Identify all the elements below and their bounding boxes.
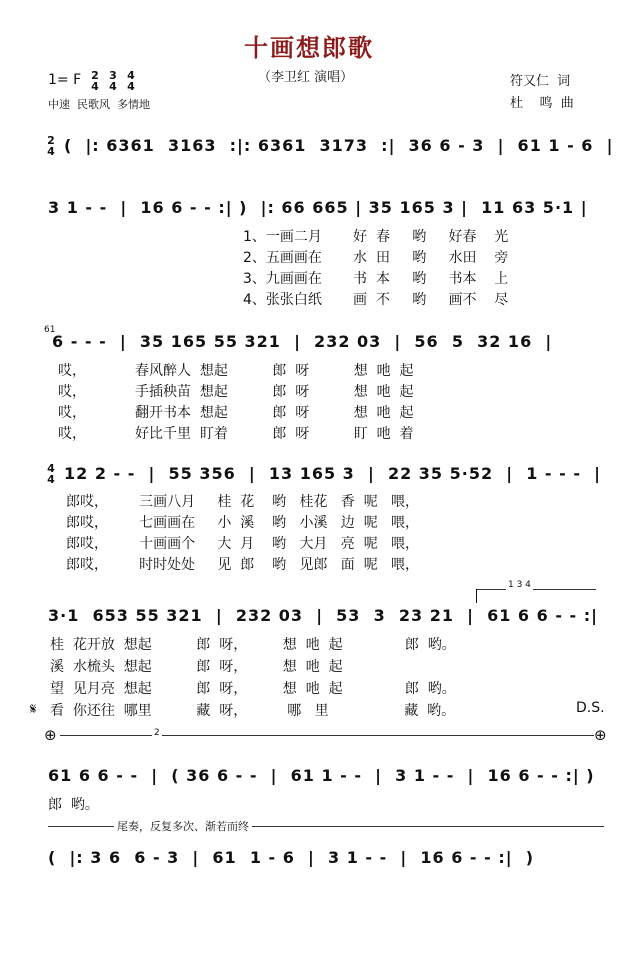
time-signature-2: 3 4 [109,69,117,93]
row5-lyric-verse1: 桂 花开放 想起 郎 呀， 想 吔 起 郎 哟。 [50,637,456,653]
key-signature: 1= F [48,72,82,88]
row7-notes: ( |: 3 6 6 - 3 | 61 1 - 6 | 3 1 - - | 16 6 - - :| ) [48,848,535,867]
ending-bracket-label: 1 3 4 [508,580,531,590]
coda-icon-left: ⊕ [44,726,57,744]
composer-credit: 杜 鸣 曲 [510,96,574,111]
row5-lyric-verse2: 溪 水梳头 想起 郎 呀， 想 吔 起 [50,659,343,675]
row4-time-signature: 4 4 [47,462,55,486]
row5-lyric-verse3: 望 见月亮 想起 郎 呀， 想 吔 起 郎 哟。 [50,681,456,697]
row4-lyric-verse4: 郎哎， 时时处处 见 郎 哟 见郎 面 呢 喂， [66,557,420,573]
row1-notes: ( |: 6361 3163 :|: 6361 3173 :| 36 6 - 3 | 61 1 - 6 | [64,136,614,155]
singer-credit: （李卫红 演唱） [258,70,354,85]
row2-lyric-verse4: 4、张张白纸 画 不 哟 画不 尽 [243,292,509,308]
row2-lyric-verse3: 3、九画画在 书 本 哟 书本 上 [243,271,509,287]
grace-note-61: 61 [44,325,56,335]
song-title: 十画想郎歌 [244,34,374,62]
row2-notes: 3 1 - - | 16 6 - - :| ) |: 66 665 | 35 165 3 | 11 63 5·1 | [48,198,588,217]
row6-notes: 61 6 6 - - | ( 36 6 - - | 61 1 - - | 3 1 - - | 16 6 - - :| ) [48,766,595,785]
ending-bracket-line [476,589,596,590]
ending-bracket-hook [476,589,477,603]
row6-lyric: 郎 哟。 [48,797,99,813]
style-marking: 中速 民歌风 多情地 [48,98,150,111]
row3-notes: 6 - - - | 35 165 55 321 | 232 03 | 56 5 32 16 | [52,332,553,351]
time-signature-3: 4 4 [127,69,135,93]
row4-lyric-verse3: 郎哎， 十画画个 大 月 哟 大月 亮 呢 喂， [66,536,420,552]
coda-text: 尾奏，反复多次、渐若而终 [114,818,252,834]
row1-time-signature: 2 4 [47,134,55,158]
lyricist-credit: 符又仁 词 [510,74,571,89]
row5-lyric-verse4: 看 你还往 哪里 藏 呀， 哪 里 藏 哟。 [50,703,456,719]
row3-lyric-verse4: 哎， 好比千里 盯着 郎 呀 盯 吔 着 [58,426,414,442]
second-ending-line [60,735,594,736]
row4-notes: 12 2 - - | 55 356 | 13 165 3 | 22 35 5·52 | 1 - - - | [64,464,601,483]
row3-lyric-verse1: 哎， 春风醉人 想起 郎 呀 想 吔 起 [58,363,414,379]
time-signature-1: 2 4 [91,69,99,93]
coda-icon-right: ⊕ [594,726,607,744]
row2-lyric-verse1: 1、一画二月 好 春 哟 好春 光 [243,229,509,245]
row2-lyric-verse2: 2、五画画在 水 田 哟 水田 旁 [243,250,509,266]
ds-marking: D.S. [576,700,605,716]
row4-lyric-verse1: 郎哎， 三画八月 桂 花 哟 桂花 香 呢 喂， [66,494,420,510]
row4-lyric-verse2: 郎哎， 七画画在 小 溪 哟 小溪 边 呢 喂， [66,515,420,531]
row3-lyric-verse3: 哎， 翻开书本 想起 郎 呀 想 吔 起 [58,405,414,421]
segno-icon: 𝄋 [30,700,37,718]
row3-lyric-verse2: 哎， 手插秧苗 想起 郎 呀 想 吔 起 [58,384,414,400]
row5-notes: 3·1 653 55 321 | 232 03 | 53 3 23 21 | 61 6 6 - - :| [48,606,598,625]
second-ending-label: 2 [154,728,160,738]
